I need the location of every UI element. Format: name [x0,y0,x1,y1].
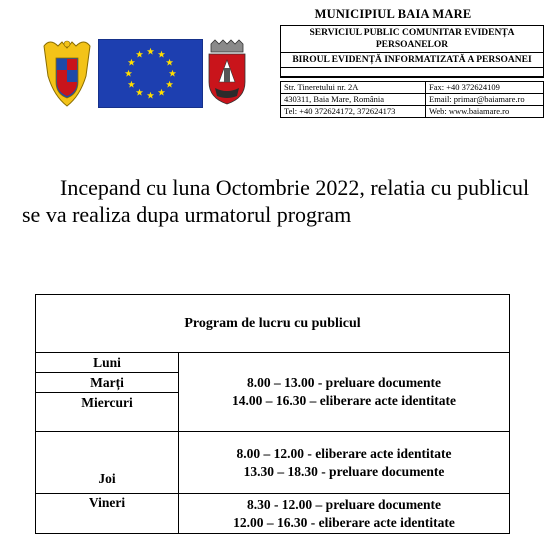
service-line-1: SERVICIUL PUBLIC COMUNITAR EVIDENȚA [309,28,515,38]
day-cell: Vineri [36,494,179,534]
schedule-row [36,432,510,494]
contact-address: Str. Tineretului nr. 2A [281,82,426,93]
org-box [280,25,544,78]
day-cell: Miercuri [36,393,179,432]
romania-coat-of-arms-icon [40,36,94,108]
org-title: MUNICIPIUL BAIA MARE [314,7,472,21]
contact-fax: Fax: +40 372624109 [429,82,500,92]
time-slot: 13.30 – 18.30 - preluare documente [243,463,445,479]
contact-email: Email: primar@baiamare.ro [429,94,525,104]
schedule-header-row [36,295,510,353]
schedule-row [36,494,510,534]
times-cell [179,494,510,534]
contact-row [281,82,543,94]
times-cell [179,353,510,432]
day-cell: Marți [36,373,179,393]
day-cell: Joi [36,432,179,494]
service-name [281,26,543,53]
schedule-title: Program de lucru cu publicul [36,295,510,353]
time-slot: 8.00 – 13.00 - preluare documente [246,375,442,390]
contact-phone: Tel: +40 372624172, 372624173 [281,106,426,117]
time-slot: 12.00 – 16.30 - eliberare acte identitate [233,514,455,530]
service-line-2: PERSOANELOR [375,40,449,50]
time-slot: 14.00 – 16.30 – eliberare acte identitate [232,393,456,408]
day-cell: Luni [36,353,179,373]
time-slot: 8.30 - 12.00 – preluare documente [246,496,442,512]
schedule-table [35,294,510,534]
contact-city: 430311, Baia Mare, România [281,94,426,105]
baia-mare-coat-of-arms-icon [205,38,249,106]
contact-row [281,94,543,106]
announcement-text: Incepand cu luna Octombrie 2022, relatia cu publicul se va realiza dupa urmatorul program [22,175,530,227]
contact-table [280,81,544,118]
schedule-row [36,353,510,373]
times-cell [179,432,510,494]
contact-row [281,106,543,117]
eu-flag-icon [98,39,203,108]
contact-web: Web: www.baiamare.ro [429,106,510,116]
time-slot: 8.00 – 12.00 - eliberare acte identitate [236,445,452,461]
org-box-spacer [281,68,543,77]
bureau-name: BIROUL EVIDENȚĂ INFORMATIZATĂ A PERSOANEI [281,53,543,68]
